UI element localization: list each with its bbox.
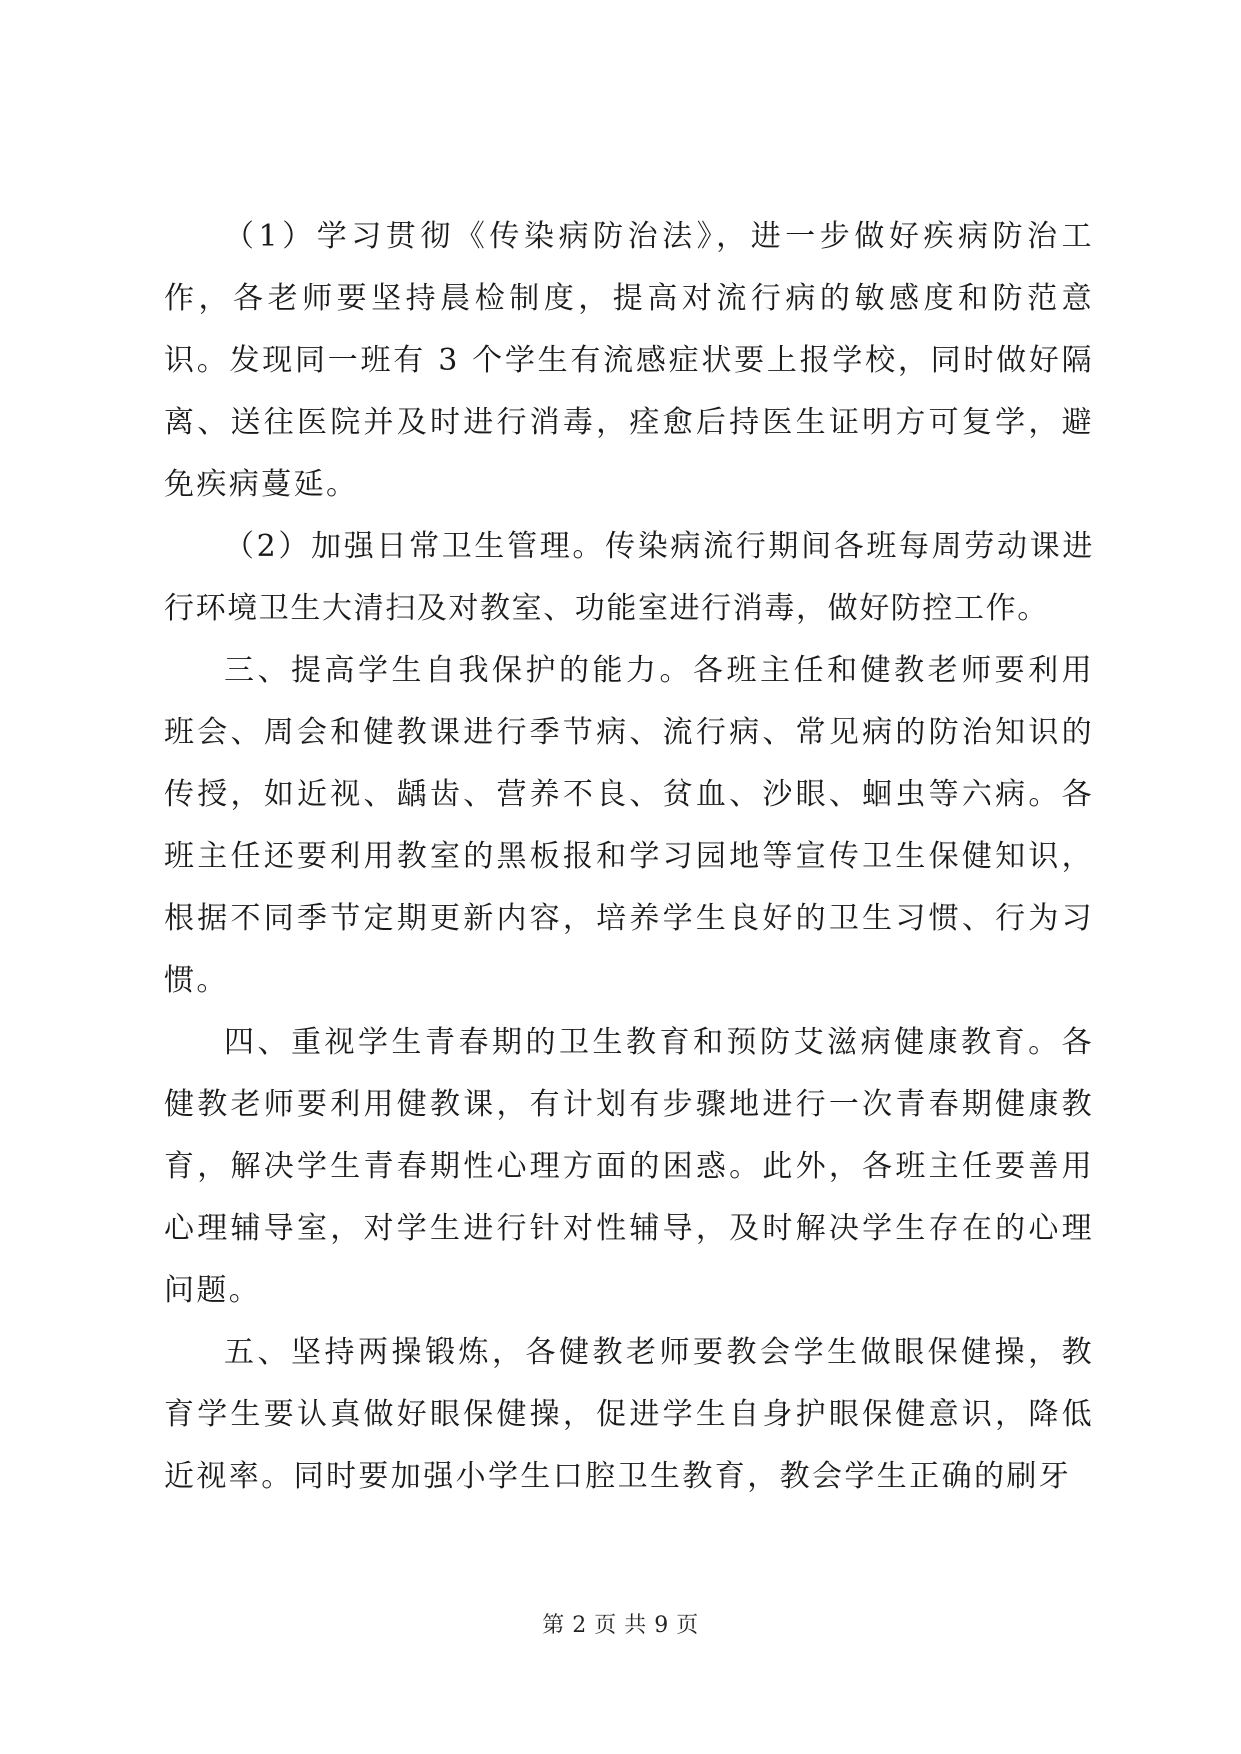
paragraph-prevention-measures: （1）学习贯彻《传染病防治法》，进一步做好疾病防治工作，各老师要坚持晨检制度，提高对流行病的敏感度和防范意识。发现同一班有 3 个学生有流感症状要上报学校，同时做好隔离、送往医院并及时进行消毒，痊愈后持医生证明方可复学，避免疾病蔓延。 bbox=[164, 219, 1094, 502]
document-body bbox=[164, 206, 1094, 1508]
paragraph-self-protection: 三、提高学生自我保护的能力。各班主任和健教老师要利用班会、周会和健教课进行季节病、流行病、常见病的防治知识的传授，如近视、龋齿、营养不良、贫血、沙眼、蛔虫等六病。各班主任还要利用教室的黑板报和学习园地等宣传卫生保健知识，根据不同季节定期更新内容，培养学生良好的卫生习惯、行为习惯。 bbox=[164, 653, 1094, 998]
page-number-footer: 第 2 页 共 9 页 bbox=[542, 1613, 699, 1638]
paragraph-adolescent-education: 四、重视学生青春期的卫生教育和预防艾滋病健康教育。各健教老师要利用健教课，有计划有步骤地进行一次青春期健康教育，解决学生青春期性心理方面的困惑。此外，各班主任要善用心理辅导室，对学生进行针对性辅导，及时解决学生存在的心理问题。 bbox=[164, 1025, 1094, 1308]
paragraph-eye-exercises: 五、坚持两操锻炼，各健教老师要教会学生做眼保健操，教育学生要认真做好眼保健操，促进学生自身护眼保健意识，降低近视率。同时要加强小学生口腔卫生教育，教会学生正确的刷牙 bbox=[164, 1335, 1094, 1494]
paragraph-hygiene-management: （2）加强日常卫生管理。传染病流行期间各班每周劳动课进行环境卫生大清扫及对教室、功能室进行消毒，做好防控工作。 bbox=[164, 529, 1094, 626]
